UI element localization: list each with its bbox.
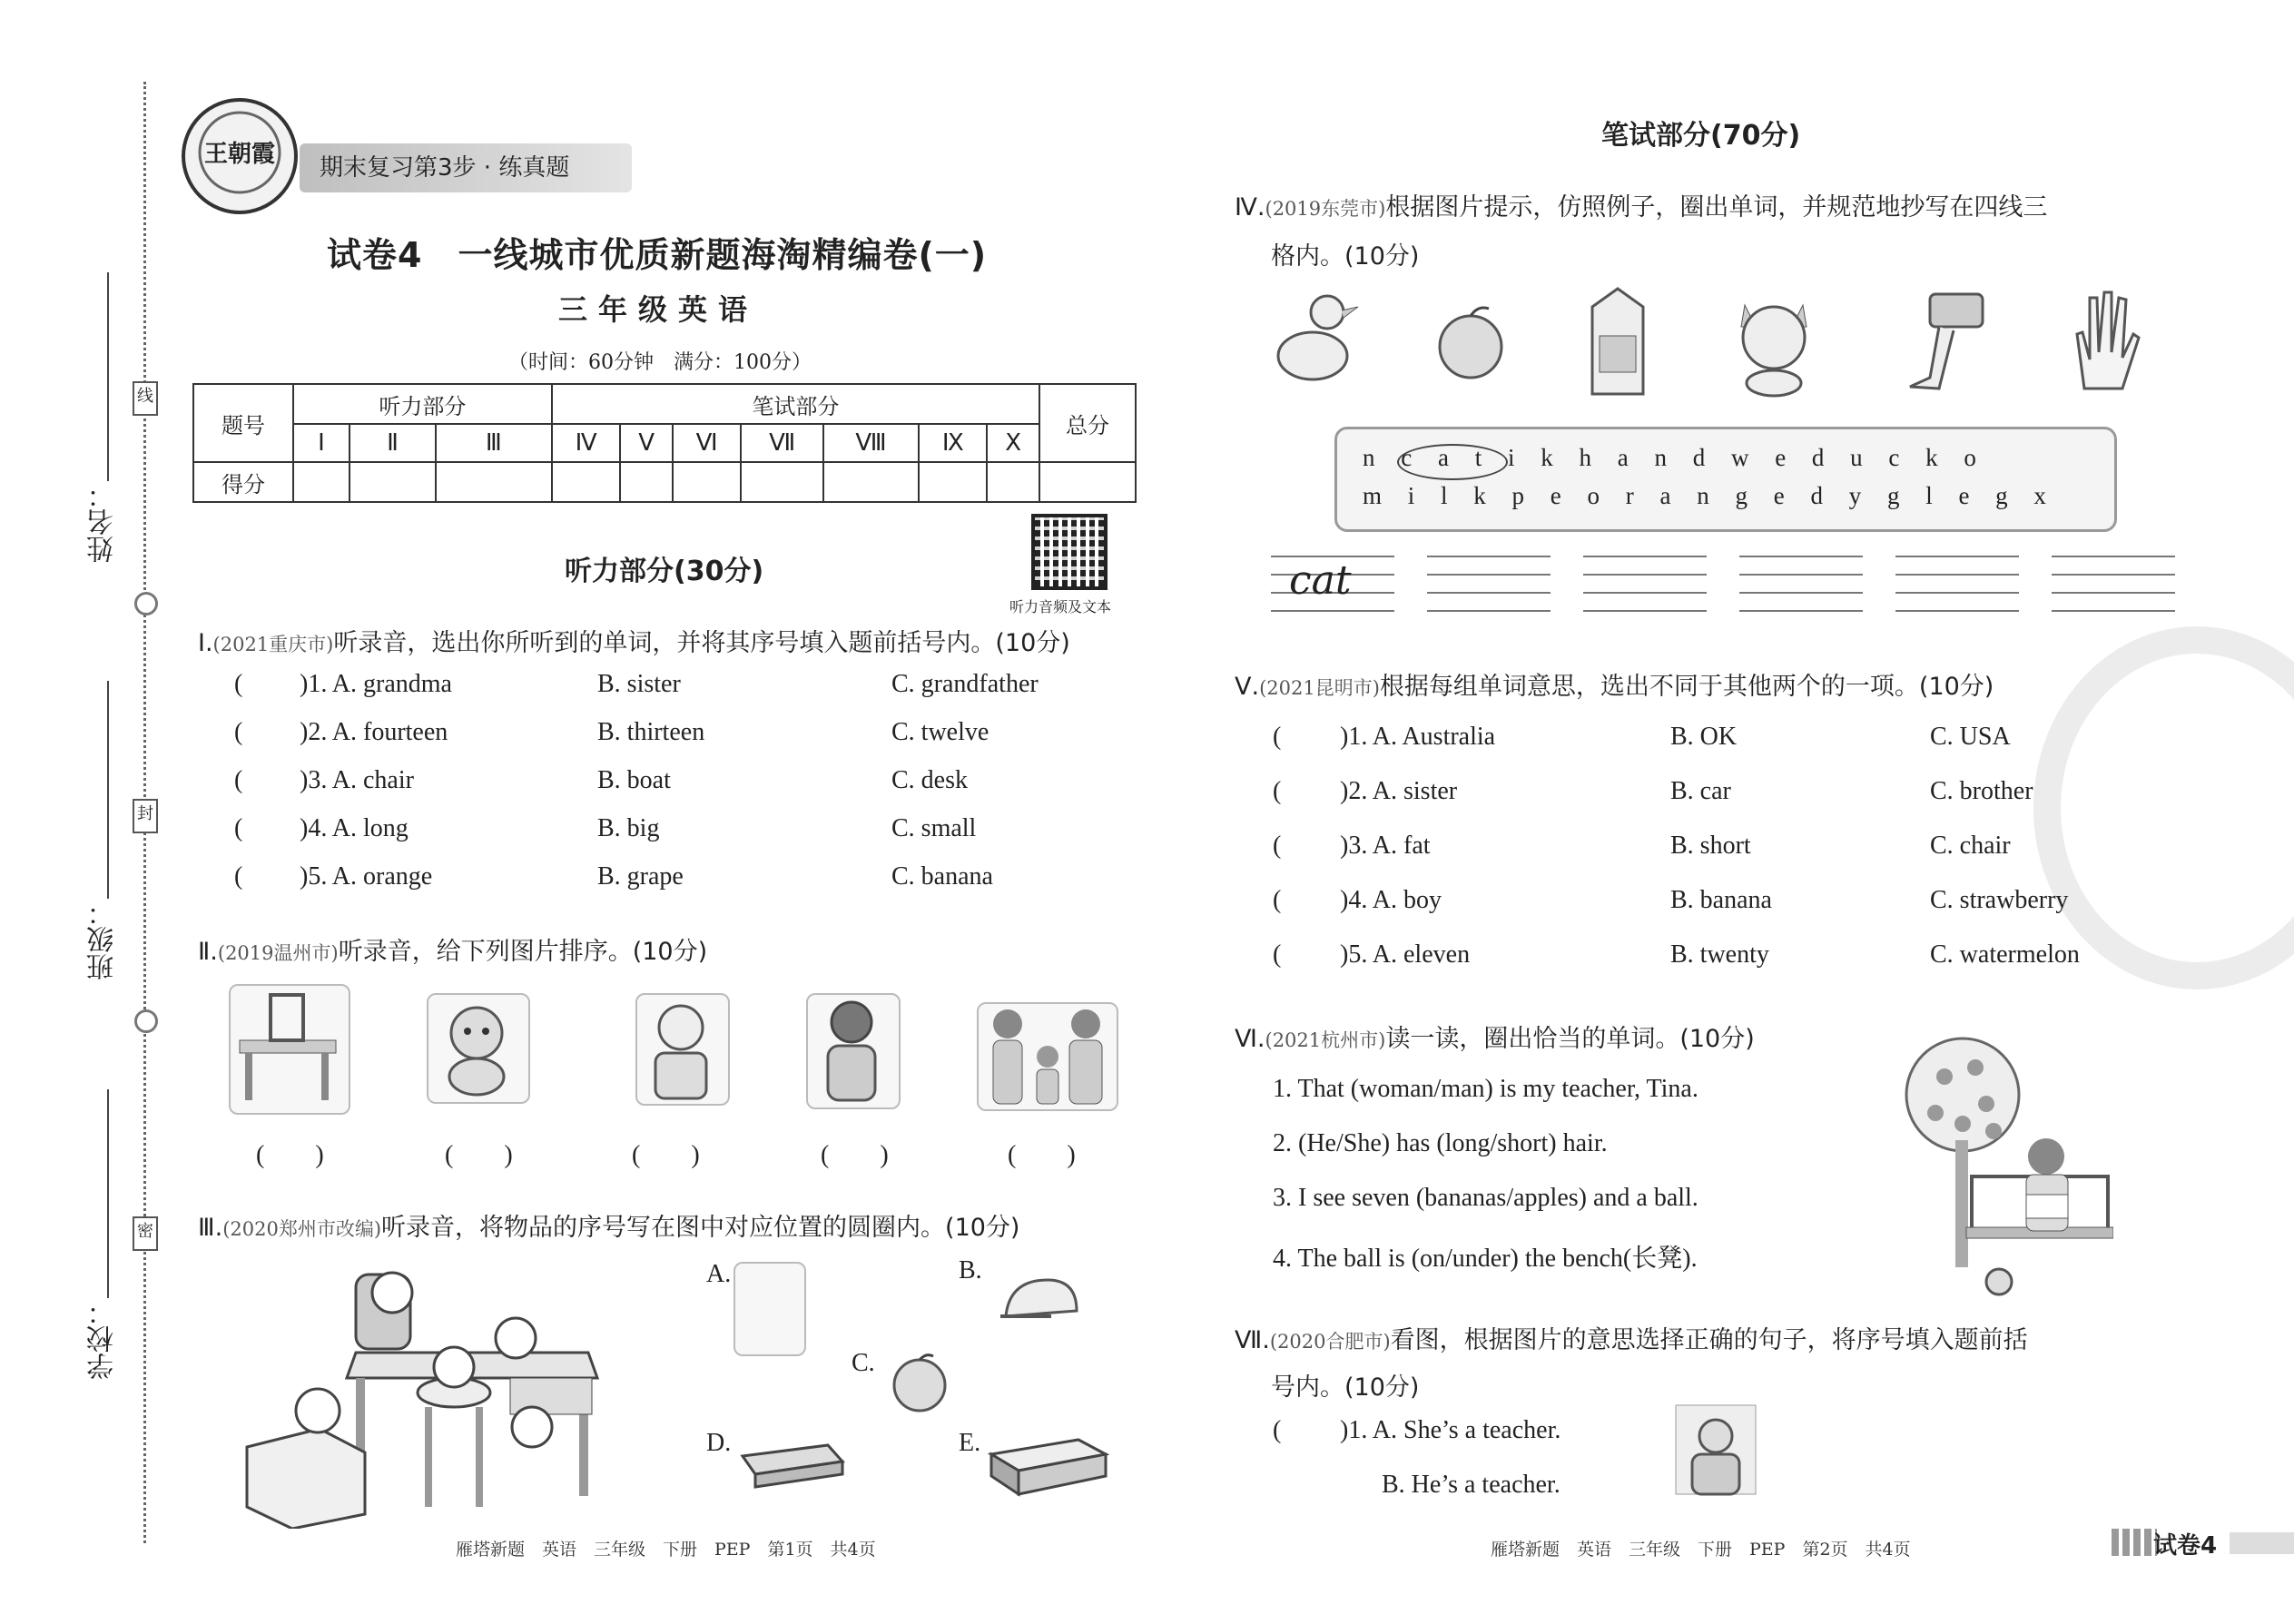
footer-right: 雁塔新题 英语 三年级 下册 PEP 第2页 共4页 [1491,1540,1911,1560]
score-cell[interactable] [673,462,742,502]
sentence-3[interactable]: 3. I see seven (bananas/apples) and a ball. [1273,1184,1698,1212]
class-label: 班级： [87,899,119,980]
score-num: Ⅸ [919,424,987,462]
option-a: )2. A. sister [1340,777,1458,805]
score-col-tihao: 题号 [193,384,293,462]
option-b: B. banana [1670,886,1772,914]
question-number: Ⅳ. [1235,193,1265,221]
name-underline [107,272,109,481]
option-b: B. twenty [1670,940,1769,969]
school-underline [107,1089,109,1298]
score-col-total: 总分 [1039,384,1136,462]
option-a: )3. A. chair [300,766,414,794]
score-num: Ⅰ [293,424,350,462]
option-b: B. car [1670,777,1731,805]
option-c: C. chair [1930,832,2011,860]
written-heading: 笔试部分(70分) [1601,120,1801,152]
question-number: Ⅵ. [1235,1025,1265,1053]
question-text: 听录音，给下列图片排序。(10分) [338,938,708,966]
list-item [234,718,1124,766]
question-text: 根据图片提示，仿照例子，圈出单词，并规范地抄写在四线三 [1385,193,2048,221]
answer-blank[interactable]: ( [1273,777,1282,805]
four-line-grid[interactable] [1427,556,1551,612]
list-item [234,766,1124,814]
book-item-icon [988,1434,1109,1498]
example-word: cat [1289,557,1352,604]
footer-tab-bar [2230,1532,2294,1554]
logo-emblem-icon [189,102,290,203]
score-table [192,383,1137,503]
qr-code-icon[interactable] [1031,514,1108,590]
option-a: )1. A. Australia [1340,723,1496,751]
publisher-logo [182,98,298,214]
leg-picture-icon [1903,287,1990,398]
room-scene-icon [238,1265,610,1529]
sentence-2[interactable]: 2. (He/She) has (long/short) hair. [1273,1129,1608,1157]
boy-picture-icon [806,993,901,1109]
answer-blank[interactable]: ( [234,718,243,746]
question-text: 听录音，将物品的序号写在图中对应位置的圆圈内。(10分) [381,1214,1020,1242]
milk-carton-picture-icon [1587,285,1649,398]
score-cell[interactable] [350,462,436,502]
list-item [1273,886,2108,940]
option-c: C. banana [891,862,993,891]
binding-ring-icon [134,1009,158,1033]
answer-circle [496,1318,536,1358]
option-c: C. strawberry [1930,886,2069,914]
question-source: (2020合肥市) [1269,1331,1391,1353]
question-number: Ⅶ. [1235,1326,1270,1354]
duck-picture-icon [1271,285,1362,394]
question-number: Ⅴ. [1235,673,1260,701]
option-a: )4. A. boy [1340,886,1442,914]
score-cell[interactable] [436,462,552,502]
answer-blank[interactable]: ( ) [1008,1141,1076,1169]
question-text: 听录音，选出你所听到的单词，并将其序号填入题前括号内。(10分) [333,629,1070,657]
list-item [234,862,1124,910]
score-num: Ⅳ [552,424,621,462]
score-num: Ⅹ [987,424,1039,462]
question-text: 读一读，圈出恰当的单词。(10分) [1385,1025,1755,1053]
question-text: 看图，根据图片的意思选择正确的句子，将序号填入题前括 [1390,1326,2028,1354]
review-step-banner: 期末复习第3步 · 练真题 [300,143,632,192]
answer-circle [512,1407,552,1447]
option-b: B. OK [1670,723,1738,751]
orange-item-icon [888,1351,951,1414]
option-a: )1. A. She’s a teacher. [1340,1416,1561,1444]
time-info: （时间：60分钟 满分：100分） [508,351,812,374]
answer-blank[interactable]: ( [1273,723,1282,751]
list-item [1273,832,2108,886]
item-label-a: A. [706,1260,732,1288]
score-row-label: 得分 [193,462,293,502]
question-4-heading [1235,187,2047,222]
score-cell[interactable] [552,462,621,502]
score-cell[interactable] [823,462,919,502]
answer-blank[interactable]: ( [1273,1416,1282,1444]
score-num: Ⅴ [620,424,673,462]
score-cell[interactable] [1039,462,1136,502]
option-b: B. short [1670,832,1751,860]
answer-blank[interactable]: ( [1273,886,1282,914]
option-a: )5. A. eleven [1340,940,1471,969]
question-text: 根据每组单词意思，选出不同于其他两个的一项。(10分) [1379,673,1994,701]
option-a: )4. A. long [300,814,409,842]
score-cell[interactable] [987,462,1039,502]
option-c: C. twelve [891,718,989,746]
word-search-grid[interactable] [1334,427,2117,532]
option-b: B. sister [597,670,681,698]
option-c: C. brother [1930,777,2033,805]
score-cell[interactable] [741,462,822,502]
four-line-grid[interactable] [1739,556,1863,612]
answer-circle [296,1389,340,1432]
listening-heading: 听力部分(30分) [565,556,764,587]
family-picture-icon [977,1002,1118,1111]
option-c: C. watermelon [1930,940,2080,969]
orange-picture-icon [1434,296,1507,387]
option-a: )1. A. grandma [300,670,452,698]
logo-text: 王朝霞 [203,141,276,168]
list-item [1273,777,2108,832]
option-c: C. small [891,814,977,842]
list-item [234,814,1124,862]
answer-blank[interactable]: ( [1273,940,1282,969]
question-4-text-line2: 格内。(10分) [1271,242,1420,271]
option-a: )3. A. fat [1340,832,1431,860]
footer-left: 雁塔新题 英语 三年级 下册 PEP 第1页 共4页 [456,1540,876,1560]
list-item [1273,723,2108,777]
question-1-items [234,670,1124,910]
answer-blank[interactable]: ( [234,862,243,891]
page-title: 试卷4 一线城市优质新题海淘精编卷(一) [327,235,988,275]
option-a: )5. A. orange [300,862,433,891]
school-label: 学校： [87,1298,119,1380]
room-scene-picture [238,1265,610,1529]
item-label-c: C. [852,1349,875,1377]
question-number: Ⅱ. [198,938,218,966]
seal-line-mark: 线 [133,381,158,416]
name-label: 姓名： [87,481,119,563]
grid-row-1: n c a t i k h a n d w e d u c k o [1363,444,1976,471]
answer-blank[interactable]: ( [1273,832,1282,860]
cat-picture-icon [1728,287,1819,398]
question-number: Ⅰ. [198,629,213,657]
question-source: (2021重庆市) [212,634,334,655]
sentence-4[interactable]: 4. The ball is (on/under) the bench(长凳). [1273,1245,1698,1273]
question-5-heading [1235,666,1994,702]
desk-chair-picture-icon [229,984,350,1115]
four-line-grid[interactable] [2052,556,2175,612]
question-number: Ⅲ. [198,1214,223,1242]
option-b: B. thirteen [597,718,705,746]
cap-item-icon [997,1275,1084,1325]
answer-blank[interactable]: ( ) [445,1141,513,1169]
question-5-items [1273,723,2108,995]
score-col-written: 笔试部分 [552,384,1039,424]
list-item [1273,940,2108,995]
binding-ring-icon [134,592,158,615]
score-num: Ⅷ [823,424,919,462]
monkey-picture-icon [427,993,530,1104]
hand-picture-icon [2066,289,2142,394]
grid-row-2: m i l k p e o r a n g e d y g l e g x [1363,482,2046,509]
score-cell[interactable] [919,462,987,502]
list-item [234,670,1124,718]
map-item-icon [733,1262,806,1356]
question-source: (2020郑州市改编) [222,1218,382,1240]
item-label-e: E. [959,1429,981,1457]
score-col-listen: 听力部分 [293,384,552,424]
option-a: )2. A. fourteen [300,718,448,746]
four-line-grid[interactable] [1583,556,1707,612]
question-source: (2019东莞市) [1265,198,1386,220]
class-underline [107,681,109,899]
tree-bench-girl-picture-icon [1899,1022,2113,1300]
teacher-picture-icon [1672,1402,1759,1498]
question-7-text-line2: 号内。(10分) [1271,1373,1420,1402]
answer-circle [434,1347,474,1387]
pencil-box-item-icon [737,1438,846,1489]
example-circle [1397,444,1508,480]
answer-blank[interactable]: ( ) [256,1141,324,1169]
answer-blank[interactable]: ( ) [632,1141,700,1169]
sentence-1[interactable]: 1. That (woman/man) is my teacher, Tina. [1273,1075,1698,1103]
score-cell[interactable] [293,462,350,502]
option-b: B. grape [597,862,684,891]
footer-pattern-icon [2112,1529,2157,1556]
question-source: (2021昆明市) [1259,677,1380,699]
question-3-heading [198,1207,1019,1243]
qr-caption: 听力音频及文本 [1009,598,1112,615]
seal-seal-mark: 封 [133,799,158,833]
answer-blank[interactable]: ( [234,670,243,698]
score-cell[interactable] [620,462,673,502]
question-6-heading [1235,1019,1755,1054]
seal-secret-mark: 密 [133,1216,158,1251]
option-c: C. grandfather [891,670,1039,698]
score-num: Ⅲ [436,424,552,462]
page-subtitle: 三年级英语 [558,292,759,327]
question-1-heading [198,623,1070,658]
answer-blank[interactable]: ( [234,814,243,842]
four-line-grid[interactable] [1271,556,1394,612]
score-num: Ⅵ [673,424,742,462]
question-source: (2019温州市) [217,942,339,964]
option-c: C. desk [891,766,968,794]
question-2-heading [198,931,707,967]
option-c: C. USA [1930,723,2011,751]
item-label-d: D. [706,1429,732,1457]
question-7-heading [1235,1320,2028,1355]
score-num: Ⅱ [350,424,436,462]
option-b: B. big [597,814,660,842]
option-b: B. boat [597,766,671,794]
answer-blank[interactable]: ( ) [821,1141,889,1169]
man-picture-icon [635,993,730,1106]
footer-tab: 试卷4 [2153,1532,2218,1560]
option-b: B. He’s a teacher. [1382,1471,1561,1499]
item-label-b: B. [959,1256,982,1284]
question-source: (2021杭州市) [1265,1029,1386,1051]
answer-blank[interactable]: ( [234,766,243,794]
answer-circle [372,1273,412,1313]
score-num: Ⅶ [741,424,822,462]
four-line-grid[interactable] [1895,556,2019,612]
